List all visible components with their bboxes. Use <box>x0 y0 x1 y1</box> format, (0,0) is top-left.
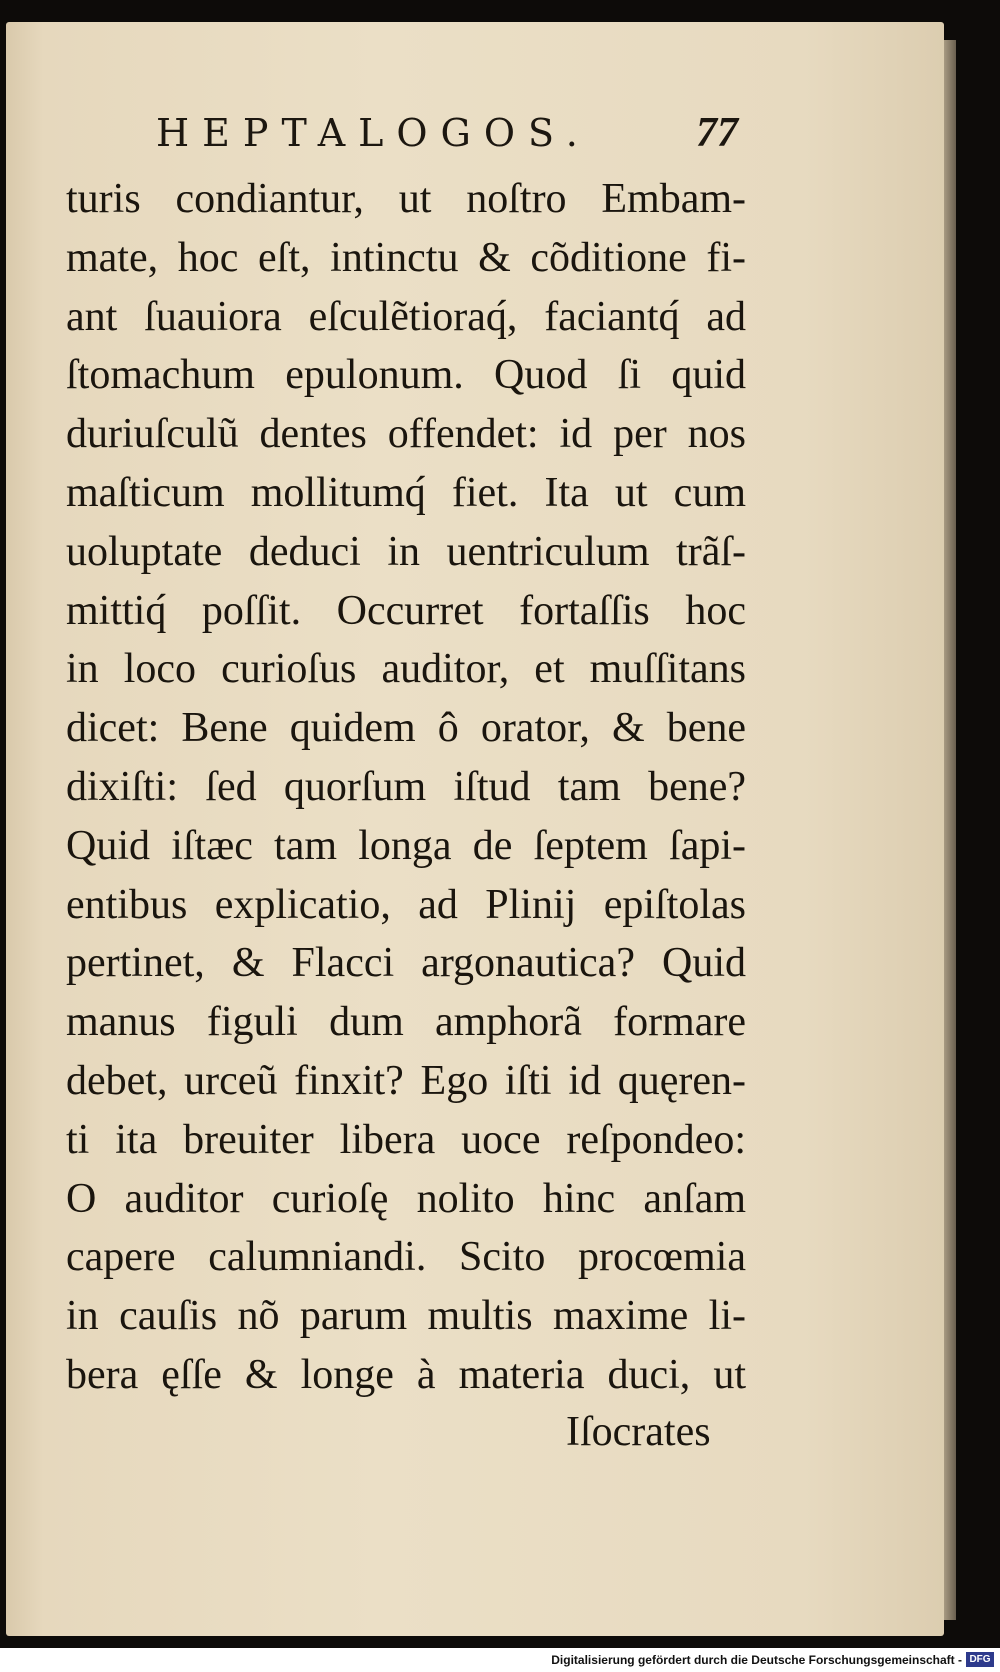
text-line: duriuſculũ dentes offendet: id per nos <box>66 411 746 458</box>
text-line: uoluptate deduci in uentriculum trãſ- <box>66 528 746 575</box>
text-line: capere calumniandi. Scito procœmia <box>66 1234 746 1281</box>
text-line: O auditor curioſę nolito hinc anſam <box>66 1175 746 1222</box>
text-line: manus figuli dum amphorã formare <box>66 999 746 1046</box>
funding-credit: Digitalisierung gefördert durch die Deutsche Forschungsgemeinschaft - <box>551 1653 962 1667</box>
text-line: Quid iſtæc tam longa de ſeptem ſapi- <box>66 822 746 869</box>
text-line: dicet: Bene quidem ô orator, & bene <box>66 705 746 752</box>
text-line: mate, hoc eſt, intinctu & cõditione fi- <box>66 234 746 281</box>
text-line: in loco curioſus auditor, et muſſitans <box>66 646 746 693</box>
page-edge <box>944 40 956 1620</box>
text-line: ant ſuauiora eſculẽtioraq́, faciantq́ ad <box>66 293 746 340</box>
text-line: pertinet, & Flacci argonautica? Quid <box>66 940 746 987</box>
text-line: ſtomachum epulonum. Quod ſi quid <box>66 352 746 399</box>
text-line: bera ęſſe & longe à materia duci, ut <box>66 1351 746 1398</box>
catchword: Iſocrates <box>566 1409 711 1455</box>
page-header <box>156 110 756 160</box>
text-line: debet, urceũ finxit? Ego iſti id quęren- <box>66 1057 746 1104</box>
body-text <box>66 170 746 1405</box>
text-line: ti ita breuiter libera uoce reſpondeo: <box>66 1116 746 1163</box>
text-line: dixiſti: ſed quorſum iſtud tam bene? <box>66 763 746 810</box>
book-page <box>6 22 944 1636</box>
digitization-footer <box>0 1648 1000 1672</box>
text-line: entibus explicatio, ad Plinij epiſtolas <box>66 881 746 928</box>
running-title: HEPTALOGOS. <box>156 111 591 155</box>
page-number: 77 <box>696 110 738 156</box>
dfg-logo: DFG <box>966 1652 994 1667</box>
text-line: turis condiantur, ut noſtro Embam- <box>66 176 746 222</box>
text-line: mittiq́ poſſit. Occurret fortaſſis hoc <box>66 587 746 634</box>
text-line: in cauſis nõ parum multis maxime li- <box>66 1293 746 1340</box>
text-line: maſticum mollitumq́ fiet. Ita ut cum <box>66 469 746 516</box>
